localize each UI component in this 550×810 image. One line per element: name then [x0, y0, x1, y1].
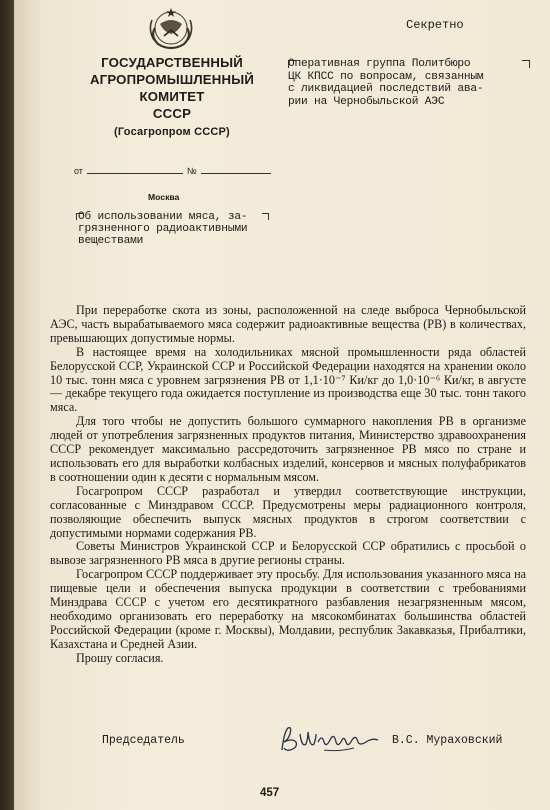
sender-line: ГОСУДАРСТВЕННЫЙ [101, 55, 243, 70]
signatory-title: Председатель [102, 734, 185, 747]
subject-line: Об использовании мяса, за- [78, 211, 248, 223]
handwritten-signature [278, 724, 382, 756]
subject-block [78, 211, 278, 248]
reference-fields [74, 166, 275, 176]
body-paragraph: Прошу согласия. [76, 650, 164, 665]
sender-abbreviation: (Госагропром СССР) [114, 126, 230, 138]
addressee-line: рии на Чернобыльской АЭС [288, 95, 445, 108]
subject-line: грязненного радиоактивными [78, 223, 248, 236]
signature-block [102, 732, 522, 762]
body-paragraph: В настоящее время на холодильниках мясной промышленности ряда областей Белорусской ССР, Украинской ССР и Российской Федерации находятся на хранении около 10 тыс. тонн мяса с уровнем загрязнения РВ от 1,1·10⁻⁷ Ки/кг до 1,0·10⁻⁶ Ки/кг, в августе — декабре текущего года ожидается поступление из производства еще 30 тыс. тонн такого мяса. [50, 344, 526, 415]
book-binding [0, 0, 14, 810]
document-page [14, 0, 550, 810]
body-paragraph: Госагропром СССР поддерживает эту просьбу. Для использования указанного мяса на пищевые цели и обеспечения выпуска продукции в соответствии с требованиями Минздрава СССР с учетом его десятикратного разбавления незагрязненным мясом, необходимо организовать его переработку на мясокомбинатах большинства областей Российской Федерации (кроме г. Москвы), Молдавии, республик Закавказья, Прибалтики, Казахстана и Средней Азии. [50, 567, 526, 651]
place-of-issue: Москва [148, 192, 180, 202]
addressee-line: ЦК КПСС по вопросам, связанным [288, 70, 484, 83]
page-number: 457 [260, 787, 280, 799]
number-field-line [201, 173, 271, 174]
date-field-line [87, 173, 183, 174]
number-label: № [186, 166, 197, 176]
addressee-line: Оперативная группа Политбюро [288, 58, 471, 70]
sender-organization [62, 54, 282, 140]
sender-line: СССР [152, 106, 192, 121]
body-paragraph: Советы Министров Украинской ССР и Белорусской ССР обратились с просьбой о вывозе загрязненного РВ мяса в другие регионы страны. [50, 539, 526, 568]
state-emblem-icon [142, 6, 200, 50]
signatory-name: В.С. Мураховский [392, 734, 503, 747]
addressee-block [288, 58, 528, 108]
letter-body [50, 304, 526, 666]
body-paragraph: Госагропром СССР разработал и утвердил соответствующие инструкции, согласованные с Минздравом СССР. Предусмотрены меры радиационного контроля, позволяющие обеспечить выпуск мясных продуктов в строгом соответствии с допустимыми нормами содержания РВ. [50, 483, 526, 540]
subject-line: веществами [78, 235, 144, 248]
body-paragraph: Для того чтобы не допустить большого суммарного накопления РВ в организме людей от употребления загрязненных продуктов питания, Министерство здравоохранения СССР рекомендует максимально рассредоточить загрязненное РВ мясо по стране и использовать его для выработки колбасных изделий, консервов и мясных полуфабрикатов в соотношении один к десяти с нормальным мясом. [50, 414, 526, 484]
date-label: от [74, 166, 83, 176]
sender-line: АГРОПРОМЫШЛЕННЫЙ КОМИТЕТ [89, 72, 255, 104]
body-paragraph: При переработке скота из зоны, расположенной на следе выброса Чернобыльской АЭС, часть вырабатываемого мяса содержит радиоактивные вещества (РВ) в количествах, превышающих допустимые нормы. [50, 303, 526, 345]
classification-stamp: Секретно [406, 18, 464, 32]
addressee-line: с ликвидацией последствий ава- [288, 83, 484, 95]
